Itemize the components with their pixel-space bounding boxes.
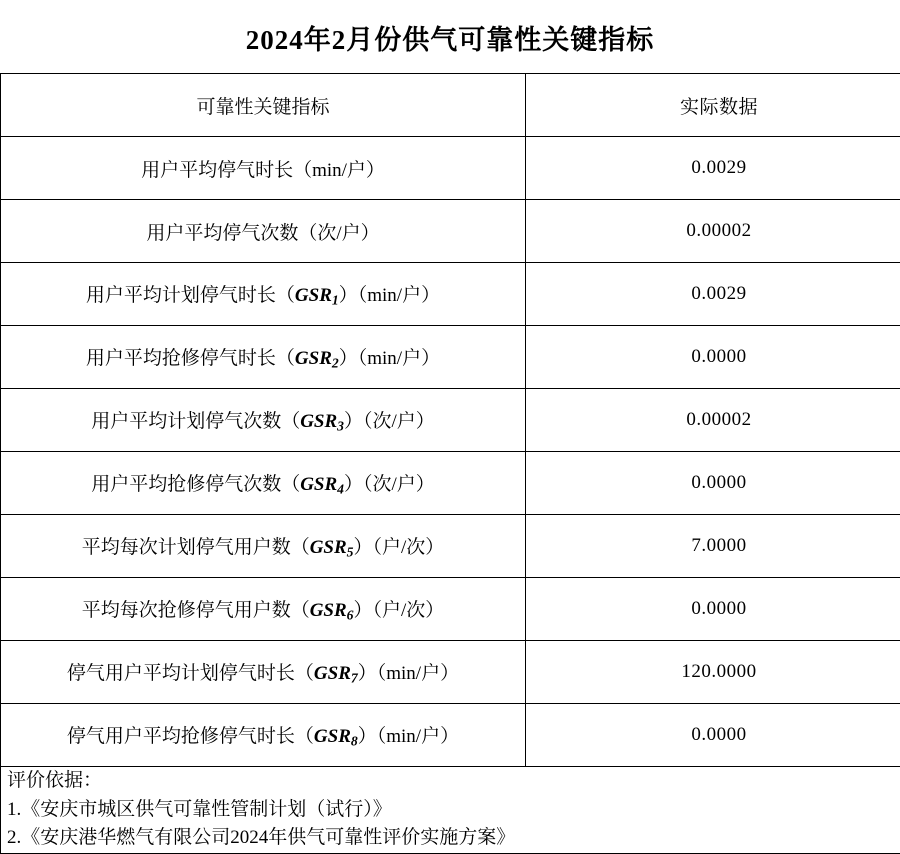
notes-title: 评价依据：	[7, 767, 900, 796]
metric-value: 0.0029	[526, 263, 900, 326]
metric-value: 7.0000	[526, 515, 900, 578]
gsr-symbol	[295, 285, 339, 306]
gsr-text: GSR	[314, 726, 351, 747]
page-title: 2024年2月份供气可靠性关键指标	[0, 0, 900, 73]
gsr-subscript: 4	[337, 481, 344, 496]
gsr-text: GSR	[300, 411, 337, 432]
table-body	[1, 74, 900, 854]
metric-text-pre: 用户平均停气时长（min/户）	[141, 160, 385, 181]
gsr-subscript: 7	[351, 670, 358, 685]
table-row	[1, 326, 900, 389]
gsr-text: GSR	[310, 600, 347, 621]
column-header-value: 实际数据	[526, 74, 900, 137]
metric-value: 0.0000	[526, 326, 900, 389]
gsr-symbol	[310, 537, 354, 558]
metric-label	[1, 641, 526, 704]
metric-label	[1, 578, 526, 641]
metric-value: 120.0000	[526, 641, 900, 704]
table-row	[1, 578, 900, 641]
metric-text-pre: 停气用户平均计划停气时长（	[67, 663, 314, 684]
gsr-subscript: 6	[347, 607, 354, 622]
table-header-row	[1, 74, 900, 137]
column-header-metric: 可靠性关键指标	[1, 74, 526, 137]
table-row	[1, 515, 900, 578]
metric-text-post: ）（户/次）	[354, 600, 445, 621]
metric-label	[1, 137, 526, 200]
metric-text-pre: 停气用户平均抢修停气时长（	[67, 726, 314, 747]
gsr-subscript: 1	[332, 292, 339, 307]
metric-label	[1, 326, 526, 389]
table-row	[1, 704, 900, 767]
gsr-subscript: 3	[337, 418, 344, 433]
metric-text-post: ）（次/户）	[344, 474, 435, 495]
metric-label	[1, 389, 526, 452]
metric-value: 0.00002	[526, 200, 900, 263]
gsr-symbol	[314, 663, 358, 684]
metric-label	[1, 515, 526, 578]
metric-label	[1, 263, 526, 326]
metric-text-pre: 平均每次抢修停气用户数（	[82, 600, 310, 621]
metric-text-post: ）（次/户）	[344, 411, 435, 432]
notes-item: 2.《安庆港华燃气有限公司2024年供气可靠性评价实施方案》	[7, 824, 900, 853]
metric-text-pre: 用户平均抢修停气时长（	[86, 348, 295, 369]
metric-text-post: ）（min/户）	[358, 663, 459, 684]
table-row	[1, 389, 900, 452]
metric-text-pre: 平均每次计划停气用户数（	[82, 537, 310, 558]
metric-value: 0.0000	[526, 452, 900, 515]
metric-value: 0.0029	[526, 137, 900, 200]
metric-text-pre: 用户平均计划停气次数（	[91, 411, 300, 432]
metric-text-pre: 用户平均抢修停气次数（	[91, 474, 300, 495]
gsr-subscript: 2	[332, 355, 339, 370]
gsr-subscript: 8	[351, 733, 358, 748]
table-row	[1, 263, 900, 326]
gsr-symbol	[300, 411, 344, 432]
gsr-symbol	[310, 600, 354, 621]
gsr-text: GSR	[300, 474, 337, 495]
gsr-symbol	[314, 726, 358, 747]
metric-text-post: ）（min/户）	[339, 285, 440, 306]
gsr-text: GSR	[314, 663, 351, 684]
gsr-text: GSR	[310, 537, 347, 558]
metric-value: 0.00002	[526, 389, 900, 452]
table-row	[1, 137, 900, 200]
table-row	[1, 641, 900, 704]
evaluation-basis-notes	[1, 767, 900, 854]
reliability-metrics-table	[0, 73, 900, 854]
metric-label	[1, 704, 526, 767]
metric-label	[1, 200, 526, 263]
metric-text-post: ）（min/户）	[358, 726, 459, 747]
table-row	[1, 452, 900, 515]
metric-value: 0.0000	[526, 578, 900, 641]
metric-value: 0.0000	[526, 704, 900, 767]
metric-text-post: ）（户/次）	[354, 537, 445, 558]
gsr-subscript: 5	[347, 544, 354, 559]
notes-row	[1, 767, 900, 854]
notes-item: 1.《安庆市城区供气可靠性管制计划（试行）》	[7, 796, 900, 825]
gsr-text: GSR	[295, 348, 332, 369]
metric-label	[1, 452, 526, 515]
metric-text-pre: 用户平均计划停气时长（	[86, 285, 295, 306]
gsr-symbol	[295, 348, 339, 369]
table-row	[1, 200, 900, 263]
metric-text-pre: 用户平均停气次数（次/户）	[146, 223, 379, 244]
gsr-text: GSR	[295, 285, 332, 306]
metric-text-post: ）（min/户）	[339, 348, 440, 369]
gsr-symbol	[300, 474, 344, 495]
